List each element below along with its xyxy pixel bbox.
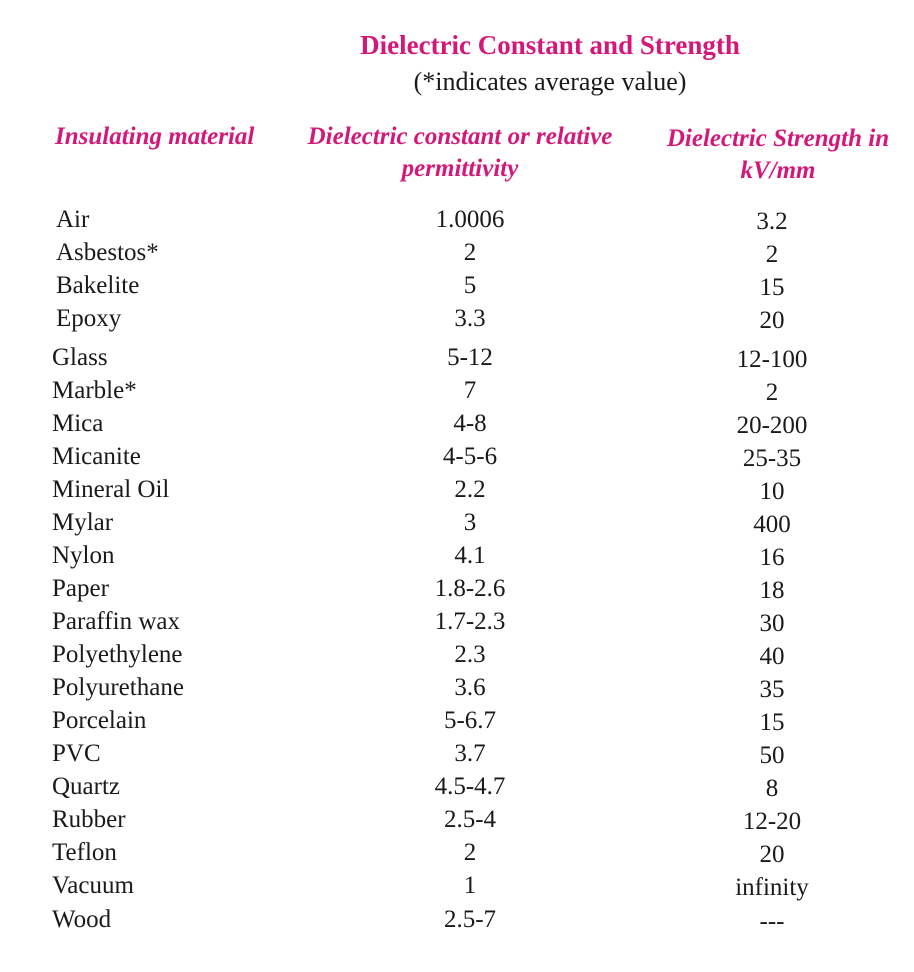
cell-constant: 4.1 bbox=[454, 542, 486, 569]
cell-material: Mineral Oil bbox=[52, 476, 170, 503]
cell-material: Mylar bbox=[52, 509, 114, 536]
cell-material: Marble* bbox=[52, 377, 137, 404]
cell-constant: 1 bbox=[463, 872, 477, 899]
cell-strength: 20 bbox=[759, 841, 785, 868]
cell-strength: 50 bbox=[759, 742, 785, 769]
cell-strength: 15 bbox=[759, 709, 785, 736]
cell-constant: 4-8 bbox=[453, 410, 487, 437]
cell-strength: infinity bbox=[735, 874, 809, 901]
cell-constant: 2.5-7 bbox=[443, 906, 497, 933]
cell-material: Polyethylene bbox=[52, 641, 183, 668]
cell-material: Nylon bbox=[52, 542, 115, 569]
cell-strength: 400 bbox=[753, 511, 791, 538]
cell-material: Wood bbox=[52, 906, 112, 933]
cell-constant: 1.8-2.6 bbox=[434, 575, 506, 602]
cell-material: Porcelain bbox=[52, 707, 147, 734]
header-strength-line2: kV/mm bbox=[740, 157, 816, 184]
cell-strength: 3.2 bbox=[756, 208, 788, 235]
cell-material: Mica bbox=[52, 410, 104, 437]
cell-constant: 2.3 bbox=[454, 641, 486, 668]
header-strength bbox=[652, 123, 904, 187]
cell-material: Air bbox=[56, 206, 90, 233]
cell-constant: 5 bbox=[463, 272, 477, 299]
cell-strength: 40 bbox=[759, 643, 785, 670]
cell-strength: 15 bbox=[759, 274, 785, 301]
cell-constant: 3.3 bbox=[454, 305, 486, 332]
cell-material: Polyurethane bbox=[52, 674, 184, 701]
cell-constant: 3 bbox=[463, 509, 477, 536]
header-constant bbox=[300, 121, 620, 185]
cell-material: PVC bbox=[52, 740, 101, 767]
cell-constant: 5-6.7 bbox=[443, 707, 497, 734]
cell-material: Quartz bbox=[52, 773, 121, 800]
cell-strength: 2 bbox=[765, 241, 779, 268]
cell-strength: 8 bbox=[765, 775, 779, 802]
cell-strength: 10 bbox=[759, 478, 785, 505]
cell-material: Bakelite bbox=[56, 272, 140, 299]
cell-material: Micanite bbox=[52, 443, 141, 470]
cell-constant: 2 bbox=[463, 239, 477, 266]
cell-constant: 3.7 bbox=[454, 740, 486, 767]
cell-strength: 20-200 bbox=[736, 412, 808, 439]
cell-constant: 4.5-4.7 bbox=[434, 773, 506, 800]
cell-strength: 30 bbox=[759, 610, 785, 637]
cell-constant: 1.0006 bbox=[435, 206, 505, 233]
cell-material: Asbestos* bbox=[56, 239, 159, 266]
page-title: Dielectric Constant and Strength bbox=[360, 30, 740, 60]
cell-constant: 4-5-6 bbox=[442, 443, 498, 470]
header-strength-line1: Dielectric Strength in bbox=[666, 125, 890, 152]
cell-material: Paper bbox=[52, 575, 109, 602]
cell-material: Rubber bbox=[52, 806, 126, 833]
header-material: Insulating material bbox=[55, 123, 255, 150]
page-subtitle: (*indicates average value) bbox=[413, 67, 687, 96]
cell-strength: 12-20 bbox=[742, 808, 802, 835]
cell-material: Glass bbox=[52, 344, 108, 371]
header-constant-line2: permittivity bbox=[401, 155, 519, 182]
cell-strength: 20 bbox=[759, 307, 785, 334]
cell-constant: 2.5-4 bbox=[443, 806, 497, 833]
cell-material: Teflon bbox=[52, 839, 117, 866]
cell-constant: 1.7-2.3 bbox=[434, 608, 506, 635]
cell-strength: 25-35 bbox=[742, 445, 802, 472]
cell-material: Vacuum bbox=[52, 872, 134, 899]
cell-constant: 3.6 bbox=[454, 674, 486, 701]
cell-constant: 7 bbox=[463, 377, 477, 404]
cell-material: Paraffin wax bbox=[52, 608, 180, 635]
cell-strength: 16 bbox=[759, 544, 785, 571]
cell-strength: 35 bbox=[759, 676, 785, 703]
header-constant-line1: Dielectric constant or relative bbox=[307, 123, 613, 150]
cell-constant: 2 bbox=[463, 839, 477, 866]
cell-material: Epoxy bbox=[56, 305, 122, 332]
cell-constant: 5-12 bbox=[447, 344, 493, 371]
cell-constant: 2.2 bbox=[454, 476, 486, 503]
cell-strength: 2 bbox=[765, 379, 779, 406]
cell-strength: --- bbox=[759, 908, 785, 935]
cell-strength: 18 bbox=[759, 577, 785, 604]
cell-strength: 12-100 bbox=[736, 346, 808, 373]
